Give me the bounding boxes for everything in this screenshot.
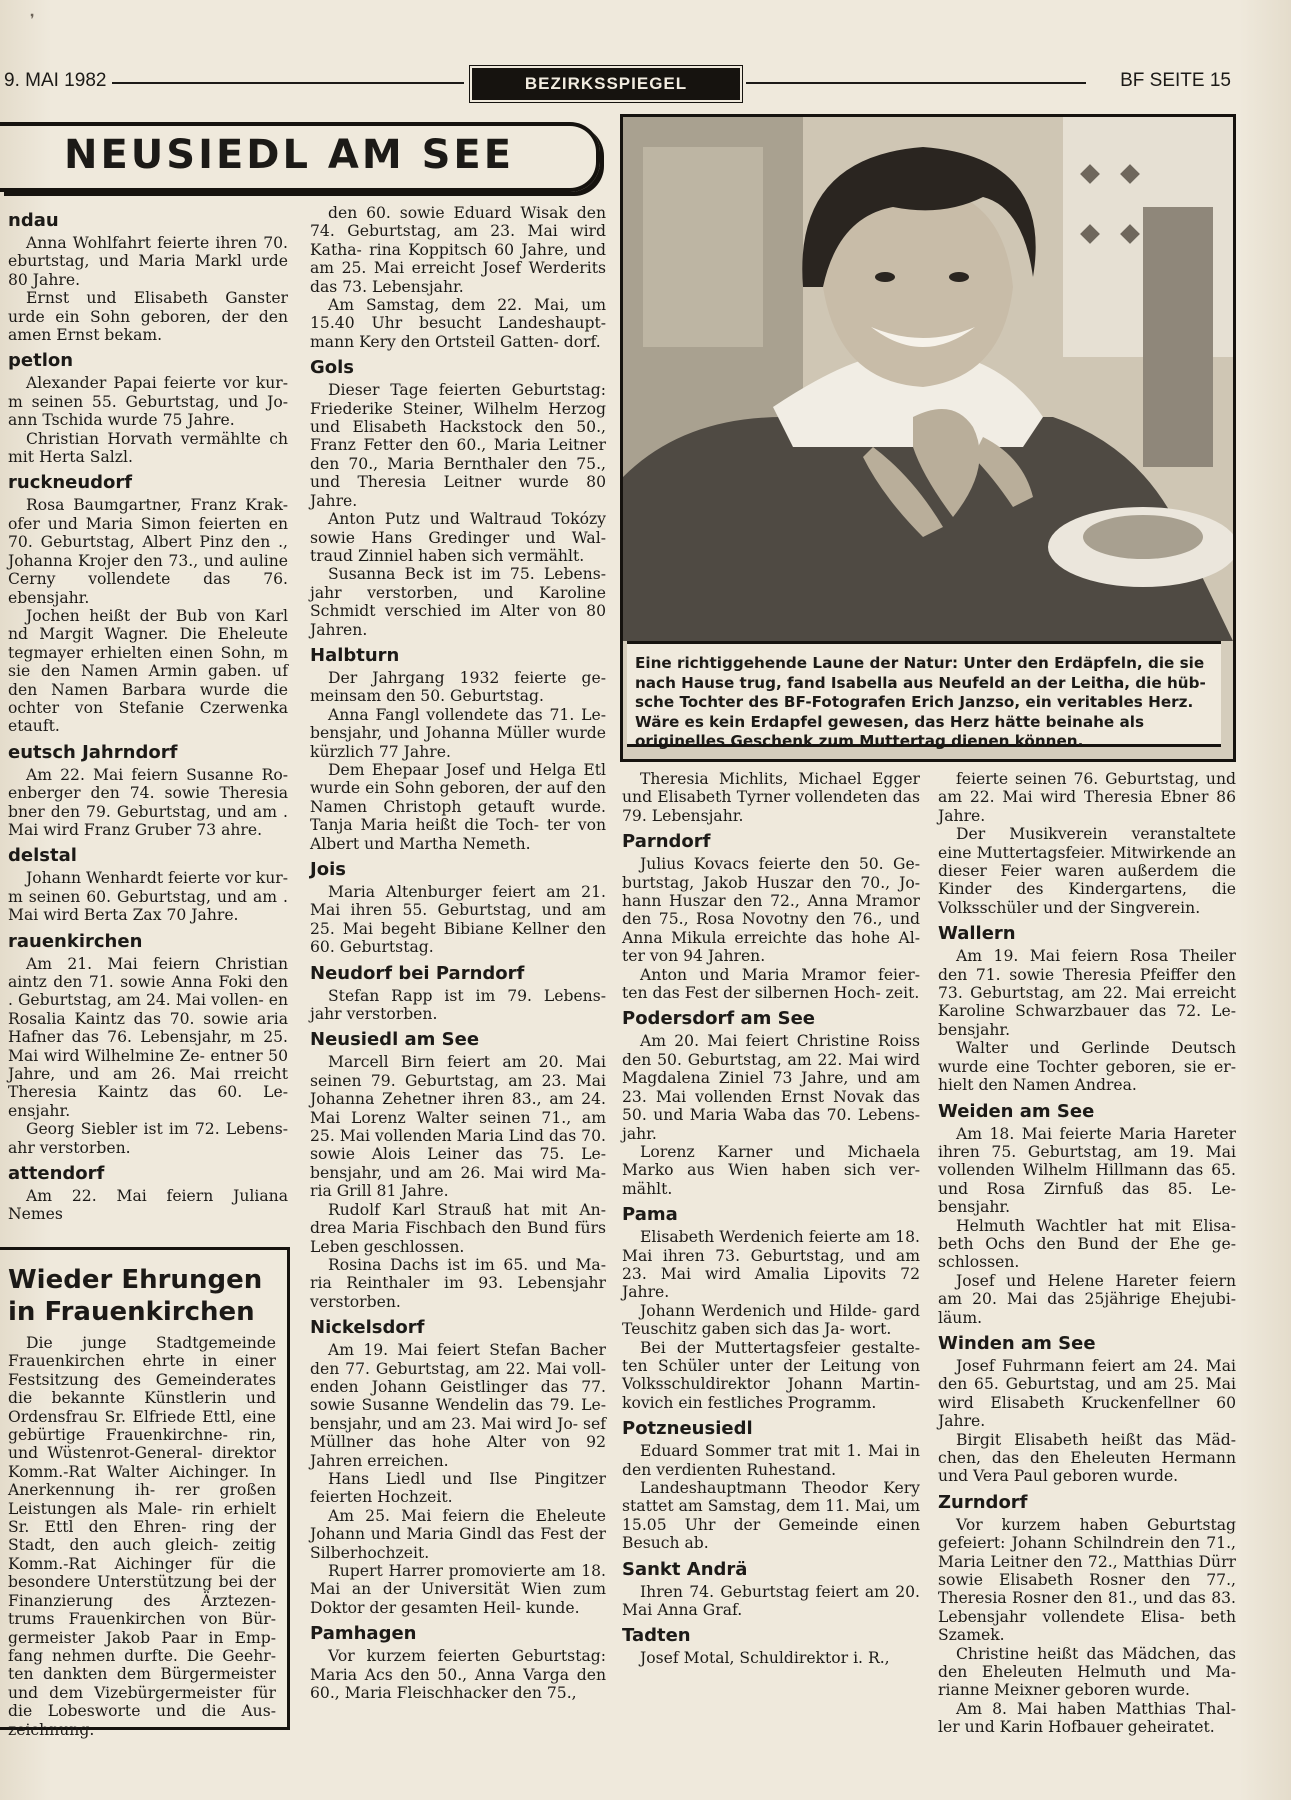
header-page-number: BF SEITE 15 <box>1120 70 1231 91</box>
article-paragraph: Anton Putz und Waltraud Tokózy sowie Hans Gredinger und Wal- traud Zinniel haben sich vermählt. <box>310 510 606 565</box>
column-2 <box>310 204 606 1702</box>
town-heading: attendorf <box>8 1163 105 1185</box>
article-paragraph: Anton und Maria Mramor feier- ten das Fest der silbernen Hoch- zeit. <box>622 965 920 1003</box>
article-paragraph: Am 19. Mai feiern Rosa Theiler den 71. sowie Theresia Pfeiffer den 73. Geburtstag, am 22. Mai erreicht Karoline Schwarzbauer das 72. Le- bensjahr. <box>938 947 1236 1039</box>
town-heading: Winden am See <box>938 1332 1096 1354</box>
article-paragraph: Am Samstag, dem 22. Mai, um 15.40 Uhr besucht Landeshaupt- mann Kery den Ortsteil Gatten- dorf. <box>310 296 606 351</box>
article-paragraph: Josef Motal, Schuldirektor i. R., <box>640 1649 890 1668</box>
article-paragraph: Maria Altenburger feiert am 21. Mai ihren 55. Geburtstag, und am 25. Mai begeht Bibiane Kellner den 60. Geburtstag. <box>310 883 606 957</box>
article-paragraph: Dem Ehepaar Josef und Helga Etl wurde ein Sohn geboren, der auf den Namen Christoph getauft wurde. Tanja Maria heißt die Toch- ter von Albert und Martha Nemeth. <box>310 760 606 853</box>
article-paragraph: Am 18. Mai feierte Maria Hareter ihren 75. Geburtstag, am 19. Mai vollenden Wilhelm Hillmann das 65. und Rosa Zirnfuß das 85. Le- bensjahr. <box>938 1124 1236 1217</box>
header-date: 9. MAI 1982 <box>4 70 107 91</box>
town-heading: Jois <box>310 859 346 880</box>
town-heading: Weiden am See <box>938 1100 1095 1122</box>
article-paragraph: Christine heißt das Mädchen, das den Eheleuten Helmuth und Ma- rianne Meixner geboren wurde. <box>938 1644 1236 1700</box>
sidebar-paragraph: Die junge Stadtgemeinde Frauenkirchen ehrte in einer Festsitzung des Gemeinderates die bekannte Künstlerin und Ordensfrau Sr. Elfriede Ettl, eine gebürtige Frauenkirchne- rin, und Wüstenrot-General- direktor Komm.-Rat Walter Aichinger. In Anerkennung ih- rer großen Leistungen als Male- rin erhielt Sr. Ettl den Ehren- ring der Stadt, den auch gleich- zeitig Komm.-Rat Aichinger für die besondere Unterstützung bei der Finanzierung des Ärztezen- trums Frauenkirchen von Bür- germeister Jakob Paar in Emp- fang nehmen durfte. Die Geehr- ten dankten dem Bürgermeister und dem Vizebürgermeister für die Lobesworte und die Aus- zeichnung. <box>8 1334 276 1739</box>
town-heading: rauenkirchen <box>8 930 143 952</box>
article-paragraph: feierte seinen 76. Geburtstag, und am 22. Mai wird Theresia Ebner 86 Jahre. <box>938 770 1236 825</box>
article-paragraph: Julius Kovacs feierte den 50. Ge- burtstag, Jakob Huszar den 70., Jo- hann Huszar den 72., Anna Mramor den 75., Rosa Novotny den 76., und Anna Mikula erreichte das hohe Al- ter von 94 Jahren. <box>622 855 920 966</box>
article-paragraph: Georg Siebler ist im 72. Lebens- ahr verstorben. <box>8 1120 288 1157</box>
town-heading: Zurndorf <box>938 1491 1028 1513</box>
town-heading: Parndorf <box>622 831 711 853</box>
article-paragraph: Johann Wenhardt feierte vor kur- m seinen 60. Geburtstag, und am . Mai wird Berta Zax 70 Jahre. <box>8 869 288 925</box>
article-paragraph: den 60. sowie Eduard Wisak den 74. Geburtstag, am 23. Mai wird Katha- rina Koppitsch 60 Jahre, und am 25. Mai erreicht Josef Werderits das 73. Lebensjahr. <box>310 204 606 296</box>
article-paragraph: Josef und Helene Hareter feiern am 20. Mai das 25jährige Ehejubi- läum. <box>938 1271 1236 1327</box>
article-paragraph: Susanna Beck ist im 75. Lebens- jahr verstorben, und Karoline Schmidt verschied im Alter von 80 Jahren. <box>310 565 606 639</box>
article-paragraph: Johann Werdenich und Hilde- gard Teuschitz gaben sich das Ja- wort. <box>622 1301 920 1339</box>
page-header <box>0 66 1291 100</box>
article-paragraph: Am 22. Mai feiern Juliana Nemes <box>8 1187 288 1224</box>
sidebar-title <box>8 1264 262 1328</box>
town-heading: Halbturn <box>310 644 400 666</box>
article-paragraph: Am 8. Mai haben Matthias Thal- ler und Karin Hofbauer geheiratet. <box>938 1699 1236 1737</box>
sidebar-title-line1: Wieder Ehrungen <box>8 1265 263 1295</box>
article-paragraph: Bei der Muttertagsfeier gestalte- ten Schüler unter der Leitung von Volksschuldirektor Johann Martin- kovich ein festliches Programm. <box>622 1338 920 1412</box>
town-heading: Nickelsdorf <box>310 1317 425 1339</box>
article-paragraph: Landeshauptmann Theodor Kery stattet am Samstag, dem 11. Mai, um 15.05 Uhr der Gemeinde einen Besuch ab. <box>622 1479 920 1553</box>
article-paragraph: Am 20. Mai feiert Christine Roiss den 50. Geburtstag, am 22. Mai wird Magdalena Ziniel 73 Jahre, und am 23. Mai vollenden Ernst Novak das 50. und Maria Waba das 70. Lebens- jahr. <box>622 1032 920 1143</box>
article-paragraph: Am 22. Mai feiern Susanne Ro- enberger den 74. sowie Theresia bner den 79. Geburtstag, und am . Mai wird Franz Gruber 73 ahre. <box>8 765 288 839</box>
town-heading: Podersdorf am See <box>622 1008 816 1030</box>
article-paragraph: Der Jahrgang 1932 feierte ge- meinsam den 50. Geburtstag. <box>310 668 606 706</box>
article-paragraph: Anna Fangl vollendete das 71. Le- bensjahr, und Johanna Müller wurde kürzlich 77 Jahre. <box>310 705 606 761</box>
section-label: BEZIRKSSPIEGEL <box>472 68 740 100</box>
column-4 <box>938 770 1236 1737</box>
article-paragraph: Lorenz Karner und Michaela Marko aus Wien haben sich ver- mählt. <box>622 1142 920 1198</box>
region-title: NEUSIEDL AM SEE <box>64 132 515 178</box>
town-heading: Neusiedl am See <box>310 1029 480 1051</box>
article-paragraph: Theresia Michlits, Michael Egger und Elisabeth Tyrner vollendeten das 79. Lebensjahr. <box>622 770 920 825</box>
article-paragraph: Rosa Baumgartner, Franz Krak- ofer und Maria Simon feierten en 70. Geburtstag, Albert Pinz den ., Johanna Krojer den 73., und auline Cerny vollendete das 76. ebensjahr. <box>8 496 288 607</box>
article-paragraph: Ihren 74. Geburtstag feiert am 20. Mai Anna Graf. <box>622 1582 920 1620</box>
town-heading: Neudorf bei Parndorf <box>310 962 525 984</box>
article-paragraph: Am 25. Mai feiern die Eheleute Johann und Maria Gindl das Fest der Silberhochzeit. <box>310 1506 606 1562</box>
town-heading: Pama <box>622 1204 678 1226</box>
sidebar-body <box>8 1334 276 1739</box>
photo-illustration <box>623 117 1233 641</box>
article-paragraph: Der Musikverein veranstaltete eine Muttertagsfeier. Mitwirkende an dieser Feier waren außerdem die Kinder des Kindergartens, die Volksschüler und der Singverein. <box>938 825 1236 917</box>
article-paragraph: Rupert Harrer promovierte am 18. Mai an der Universität Wien zum Doktor der gesamten Heil- kunde. <box>310 1562 606 1617</box>
photo-caption: Eine richtiggehende Laune der Natur: Unter den Erdäpfeln, die sie nach Hause trug, fand Isabella aus Neufeld an der Leitha, die hüb- sche Tochter des BF-Fotografen Erich Janzso, ein veritables Herz. Wäre es kein Erdapfel gewesen, das Herz hätte beinahe als originelles Geschenk zum Muttertag dienen können. <box>627 641 1221 747</box>
article-paragraph: Helmuth Wachtler hat mit Elisa- beth Ochs den Bund der Ehe ge- schlossen. <box>938 1216 1236 1272</box>
article-paragraph: Hans Liedl und Ilse Pingitzer feierten Hochzeit. <box>310 1469 606 1507</box>
column-3 <box>622 770 920 1668</box>
town-heading: Potzneusiedl <box>622 1418 753 1440</box>
sidebar-article <box>0 1247 290 1739</box>
article-paragraph: Rosina Dachs ist im 65. und Ma- ria Reinthaler im 93. Lebensjahr verstorben. <box>310 1255 606 1311</box>
article-paragraph: Dieser Tage feierten Geburtstag: Friederike Steiner, Wilhelm Herzog und Elisabeth Hackstock den 50., Franz Fetter den 60., Maria Leitner den 70., Maria Bernthaler den 75., und Theresia Leitner wurde 80 Jahre. <box>310 381 606 510</box>
article-paragraph: Vor kurzem feierten Geburtstag: Maria Acs den 50., Anna Varga den 60., Maria Fleischhacker den 75., <box>310 1647 606 1703</box>
sidebar-title-line2: in Frauenkirchen <box>8 1297 255 1327</box>
news-photo <box>620 114 1236 762</box>
article-paragraph: Am 21. Mai feiern Christian aintz den 71. sowie Anna Foki den . Geburtstag, am 24. Mai vollen- en Rosalia Kaintz das 70. sowie aria Hafner das 76. Lebensjahr, m 25. Mai wird Wilhelmine Ze- entner 50 Jahre, und am 26. Mai rreicht Theresia Kaintz das 60. Le- ensjahr. <box>8 954 288 1120</box>
town-heading: petlon <box>8 350 74 372</box>
article-paragraph: Christian Horvath vermählte ch mit Herta Salzl. <box>8 429 288 467</box>
town-heading: Sankt Andrä <box>622 1558 748 1580</box>
article-paragraph: Vor kurzem haben Geburtstag gefeiert: Johann Schilndrein den 71., Maria Leitner den 72., Matthias Dürr sowie Elisabeth Rosner den 77., Theresia Rosner den 81., und das 83. Lebensjahr vollendete Elisa- beth Szamek. <box>938 1515 1236 1645</box>
town-heading: delstal <box>8 845 77 867</box>
article-paragraph: Walter und Gerlinde Deutsch wurde eine Tochter geboren, sie er- hielt den Namen Andrea. <box>938 1039 1236 1095</box>
article-paragraph: Elisabeth Werdenich feierte am 18. Mai ihren 73. Geburtstag, und am 23. Mai wird Amalia Lipovits 72 Jahre. <box>622 1228 920 1302</box>
town-heading: ruckneudorf <box>8 472 133 494</box>
town-heading: Tadten <box>622 1625 691 1647</box>
corner-mark: ❜ <box>30 12 35 28</box>
article-paragraph: Am 19. Mai feiert Stefan Bacher den 77. Geburtstag, am 22. Mai voll- enden Johann Geistlinger das 77. sowie Susanne Wendelin das 79. Le- bensjahr, und am 23. Mai wird Jo- sef Müllner das hohe Alter von 92 Jahren erreichen. <box>310 1341 606 1470</box>
region-banner <box>0 122 600 192</box>
town-heading: eutsch Jahrndorf <box>8 741 178 763</box>
town-heading: Pamhagen <box>310 1623 417 1645</box>
town-heading: ndau <box>8 210 59 231</box>
town-heading: Gols <box>310 357 355 379</box>
header-rule-right <box>746 82 1086 84</box>
article-paragraph: Ernst und Elisabeth Ganster urde ein Sohn geboren, der den amen Ernst bekam. <box>8 289 288 345</box>
article-paragraph: Alexander Papai feierte vor kur- m seinen 55. Geburtstag, und Jo- ann Tschida wurde 75 Jahre. <box>8 374 288 430</box>
article-paragraph: Marcell Birn feiert am 20. Mai seinen 79. Geburtstag, am 23. Mai Johanna Zehetner ihren 83., am 24. Mai Lorenz Walter seinen 71., am 25. Mai vollenden Maria Lind das 70. sowie Alois Leiner das 75. Le- bensjahr, und am 26. Mai wird Ma- ria Grill 81 Jahre. <box>310 1053 606 1201</box>
article-paragraph: Birgit Elisabeth heißt das Mäd- chen, das den Eheleuten Hermann und Vera Paul geboren wurde. <box>938 1430 1236 1486</box>
article-paragraph: Rudolf Karl Strauß hat mit An- drea Maria Fischbach den Bund fürs Leben geschlossen. <box>310 1200 606 1256</box>
article-paragraph: Eduard Sommer trat mit 1. Mai in den verdienten Ruhestand. <box>622 1442 920 1479</box>
article-paragraph: Stefan Rapp ist im 79. Lebens- jahr verstorben. <box>310 986 606 1024</box>
header-rule-left <box>112 82 464 84</box>
town-heading: Wallern <box>938 923 1016 945</box>
article-paragraph: Jochen heißt der Bub von Karl nd Margit Wagner. Die Eheleute tegmayer erhielten einen Sohn, m sie den Namen Armin gaben. uf den Namen Barbara wurde die ochter von Stefanie Czerwenka etauft. <box>8 606 288 736</box>
article-paragraph: Josef Fuhrmann feiert am 24. Mai den 65. Geburtstag, und am 25. Mai wird Elisabeth Kruckenfellner 60 Jahre. <box>938 1356 1236 1431</box>
column-1 <box>8 204 288 1224</box>
article-paragraph: Anna Wohlfahrt feierte ihren 70. eburtstag, und Maria Markl urde 80 Jahre. <box>8 234 288 289</box>
